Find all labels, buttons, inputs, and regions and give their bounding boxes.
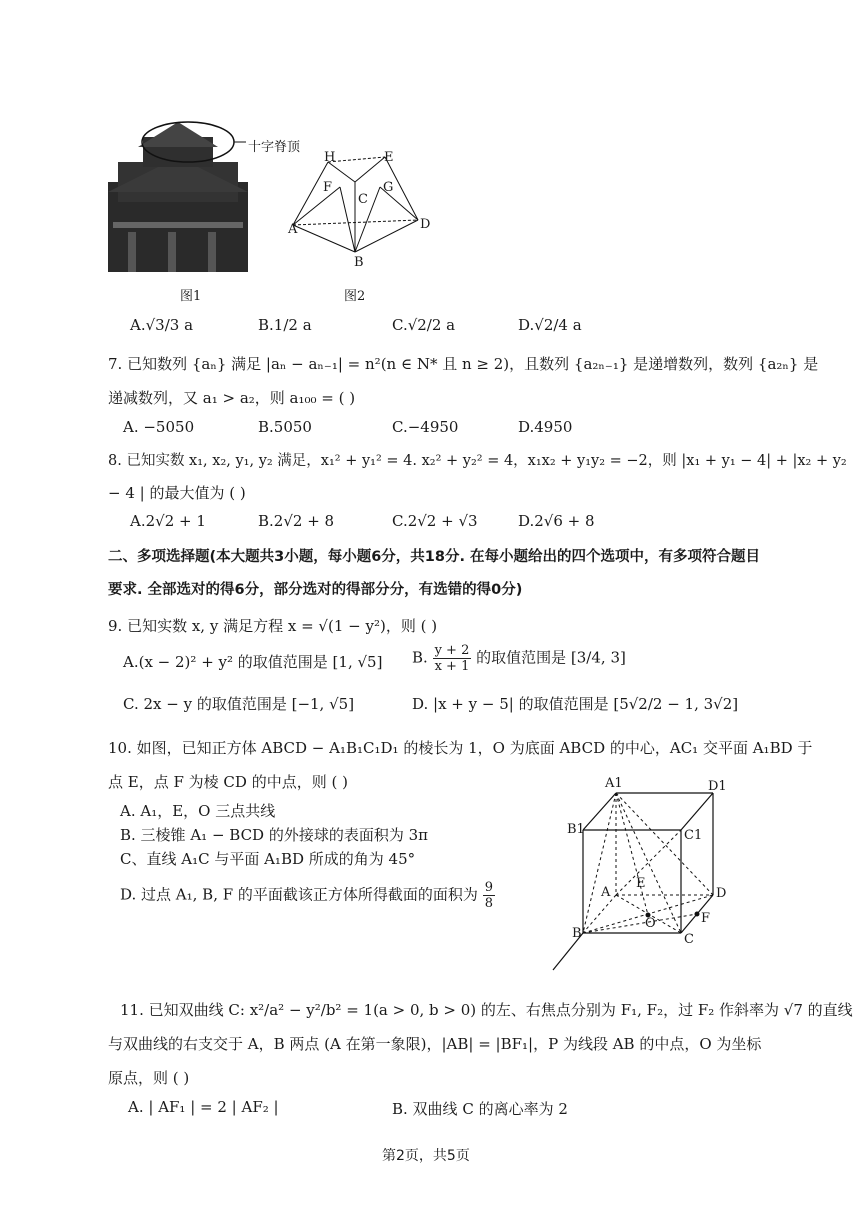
q10-option-c: C、直线 A₁C 与平面 A₁BD 所成的角为 45° bbox=[120, 850, 416, 868]
figure-1-caption: 图1 bbox=[180, 289, 202, 304]
cube-point-a: A bbox=[601, 885, 611, 900]
cube-point-f: F bbox=[701, 911, 711, 926]
q10-option-d-fraction bbox=[483, 880, 495, 911]
cube-point-o: O bbox=[645, 916, 656, 931]
q7-option-d: D.4950 bbox=[518, 418, 573, 436]
q9-option-c: C. 2x − y 的取值范围是 [−1, √5] bbox=[123, 695, 355, 713]
q11-line-1: 11. 已知双曲线 C: x²/a² − y²/b² = 1(a > 0, b > 0) 的左、右焦点分别为 F₁, F₂，过 F₂ 作斜率为 √7 的直线 bbox=[120, 1001, 853, 1019]
q9-stem: 9. 已知实数 x, y 满足方程 x = √(1 − y²)，则 ( ) bbox=[108, 617, 438, 635]
q9-option-d: D. |x + y − 5| 的取值范围是 [5√2/2 − 1, 3√2] bbox=[412, 695, 739, 713]
cube-point-d1: D1 bbox=[708, 779, 727, 794]
fig2-point-c: C bbox=[358, 192, 368, 207]
q9-option-b-prefix: B. bbox=[412, 648, 428, 667]
cube-point-c1: C1 bbox=[684, 828, 703, 843]
fig2-point-b: B bbox=[354, 255, 364, 270]
q9-option-b-numerator: y + 2 bbox=[434, 643, 470, 658]
q10-option-d-text: D. 过点 A₁, B, F 的平面截该正方体所得截面的面积为 bbox=[120, 885, 478, 904]
figure-2-diagram bbox=[285, 142, 435, 272]
q10-line-2: 点 E，点 F 为棱 CD 的中点，则 ( ) bbox=[108, 773, 348, 791]
q9-option-a: A.(x − 2)² + y² 的取值范围是 [1, √5] bbox=[123, 653, 383, 671]
q7-option-c: C.−4950 bbox=[392, 418, 459, 436]
q6-option-b: B.1/2 a bbox=[258, 316, 312, 334]
q9-option-b-suffix: 的取值范围是 [3/4, 3] bbox=[476, 648, 626, 667]
cube-diagram bbox=[548, 775, 738, 975]
q10-option-a: A. A₁，E，O 三点共线 bbox=[120, 802, 276, 820]
q10-option-d bbox=[120, 880, 495, 911]
section-2-heading-line-1: 二、多项选择题(本大题共3小题，每小题6分，共18分. 在每小题给出的四个选项中，有多项符合题目 bbox=[108, 549, 761, 565]
figure-2-caption: 图2 bbox=[344, 289, 366, 304]
cube-point-e: E bbox=[636, 876, 646, 891]
q11-option-a: A. | AF₁ | = 2 | AF₂ | bbox=[128, 1098, 279, 1116]
q11-line-3: 原点，则 ( ) bbox=[108, 1069, 190, 1087]
cube-point-b: B bbox=[572, 926, 582, 941]
fig2-point-a: A bbox=[288, 222, 298, 237]
q6-option-d: D.√2/4 a bbox=[518, 316, 582, 334]
q7-option-b: B.5050 bbox=[258, 418, 312, 436]
q7-line-1: 7. 已知数列 {aₙ} 满足 |aₙ − aₙ₋₁| = n²(n ∈ N* 且 n ≥ 2)，且数列 {a₂ₙ₋₁} 是递增数列，数列 {a₂ₙ} 是 bbox=[108, 355, 819, 373]
figure-1-annotation: 十字脊顶 bbox=[248, 140, 301, 155]
q6-option-a: A.√3/3 a bbox=[130, 316, 194, 334]
q8-option-a: A.2√2 + 1 bbox=[130, 512, 206, 530]
q8-option-d: D.2√6 + 8 bbox=[518, 512, 595, 530]
fig2-point-g: G bbox=[383, 180, 394, 195]
fig2-point-d: D bbox=[420, 217, 431, 232]
q10-line-1: 10. 如图，已知正方体 ABCD − A₁B₁C₁D₁ 的棱长为 1，O 为底面 ABCD 的中心，AC₁ 交平面 A₁BD 于 bbox=[108, 739, 813, 757]
cube-point-b1: B1 bbox=[567, 822, 585, 837]
q6-option-c: C.√2/2 a bbox=[392, 316, 456, 334]
q10-option-d-numerator: 9 bbox=[484, 880, 493, 895]
q9-option-b bbox=[412, 643, 626, 674]
q9-option-b-denominator: x + 1 bbox=[434, 659, 470, 674]
section-2-heading-line-2: 要求. 全部选对的得6分，部分选对的得部分分，有选错的得0分) bbox=[108, 582, 523, 598]
q8-option-b: B.2√2 + 8 bbox=[258, 512, 335, 530]
fig2-point-f: F bbox=[323, 180, 333, 195]
cube-point-c: C bbox=[684, 932, 694, 947]
figure-1-building-photo bbox=[108, 112, 248, 272]
q8-line-2: − 4 | 的最大值为 ( ) bbox=[108, 484, 246, 502]
q10-option-b: B. 三棱锥 A₁ − BCD 的外接球的表面积为 3π bbox=[120, 826, 429, 844]
page-footer: 第2页，共5页 bbox=[382, 1148, 470, 1164]
q8-line-1: 8. 已知实数 x₁, x₂, y₁, y₂ 满足，x₁² + y₁² = 4. x₂² + y₂² = 4，x₁x₂ + y₁y₂ = −2，则 |x₁ + y₁ − 4| + |x₂ + y₂ bbox=[108, 453, 847, 469]
cube-point-a1: A1 bbox=[605, 776, 623, 791]
q7-line-2: 递减数列，又 a₁ > a₂，则 a₁₀₀ = ( ) bbox=[108, 389, 356, 407]
fig2-point-h: H bbox=[324, 150, 336, 165]
q9-option-b-fraction bbox=[433, 643, 472, 674]
q11-line-2: 与双曲线的右支交于 A，B 两点 (A 在第一象限)，|AB| = |BF₁|，P 为线段 AB 的中点，O 为坐标 bbox=[108, 1035, 762, 1053]
q8-option-c: C.2√2 + √3 bbox=[392, 512, 478, 530]
q11-option-b: B. 双曲线 C 的离心率为 2 bbox=[392, 1100, 568, 1118]
cube-point-d: D bbox=[716, 886, 727, 901]
fig2-point-e: E bbox=[384, 150, 394, 165]
q7-option-a: A. −5050 bbox=[123, 418, 195, 436]
q10-option-d-denominator: 8 bbox=[484, 896, 493, 911]
